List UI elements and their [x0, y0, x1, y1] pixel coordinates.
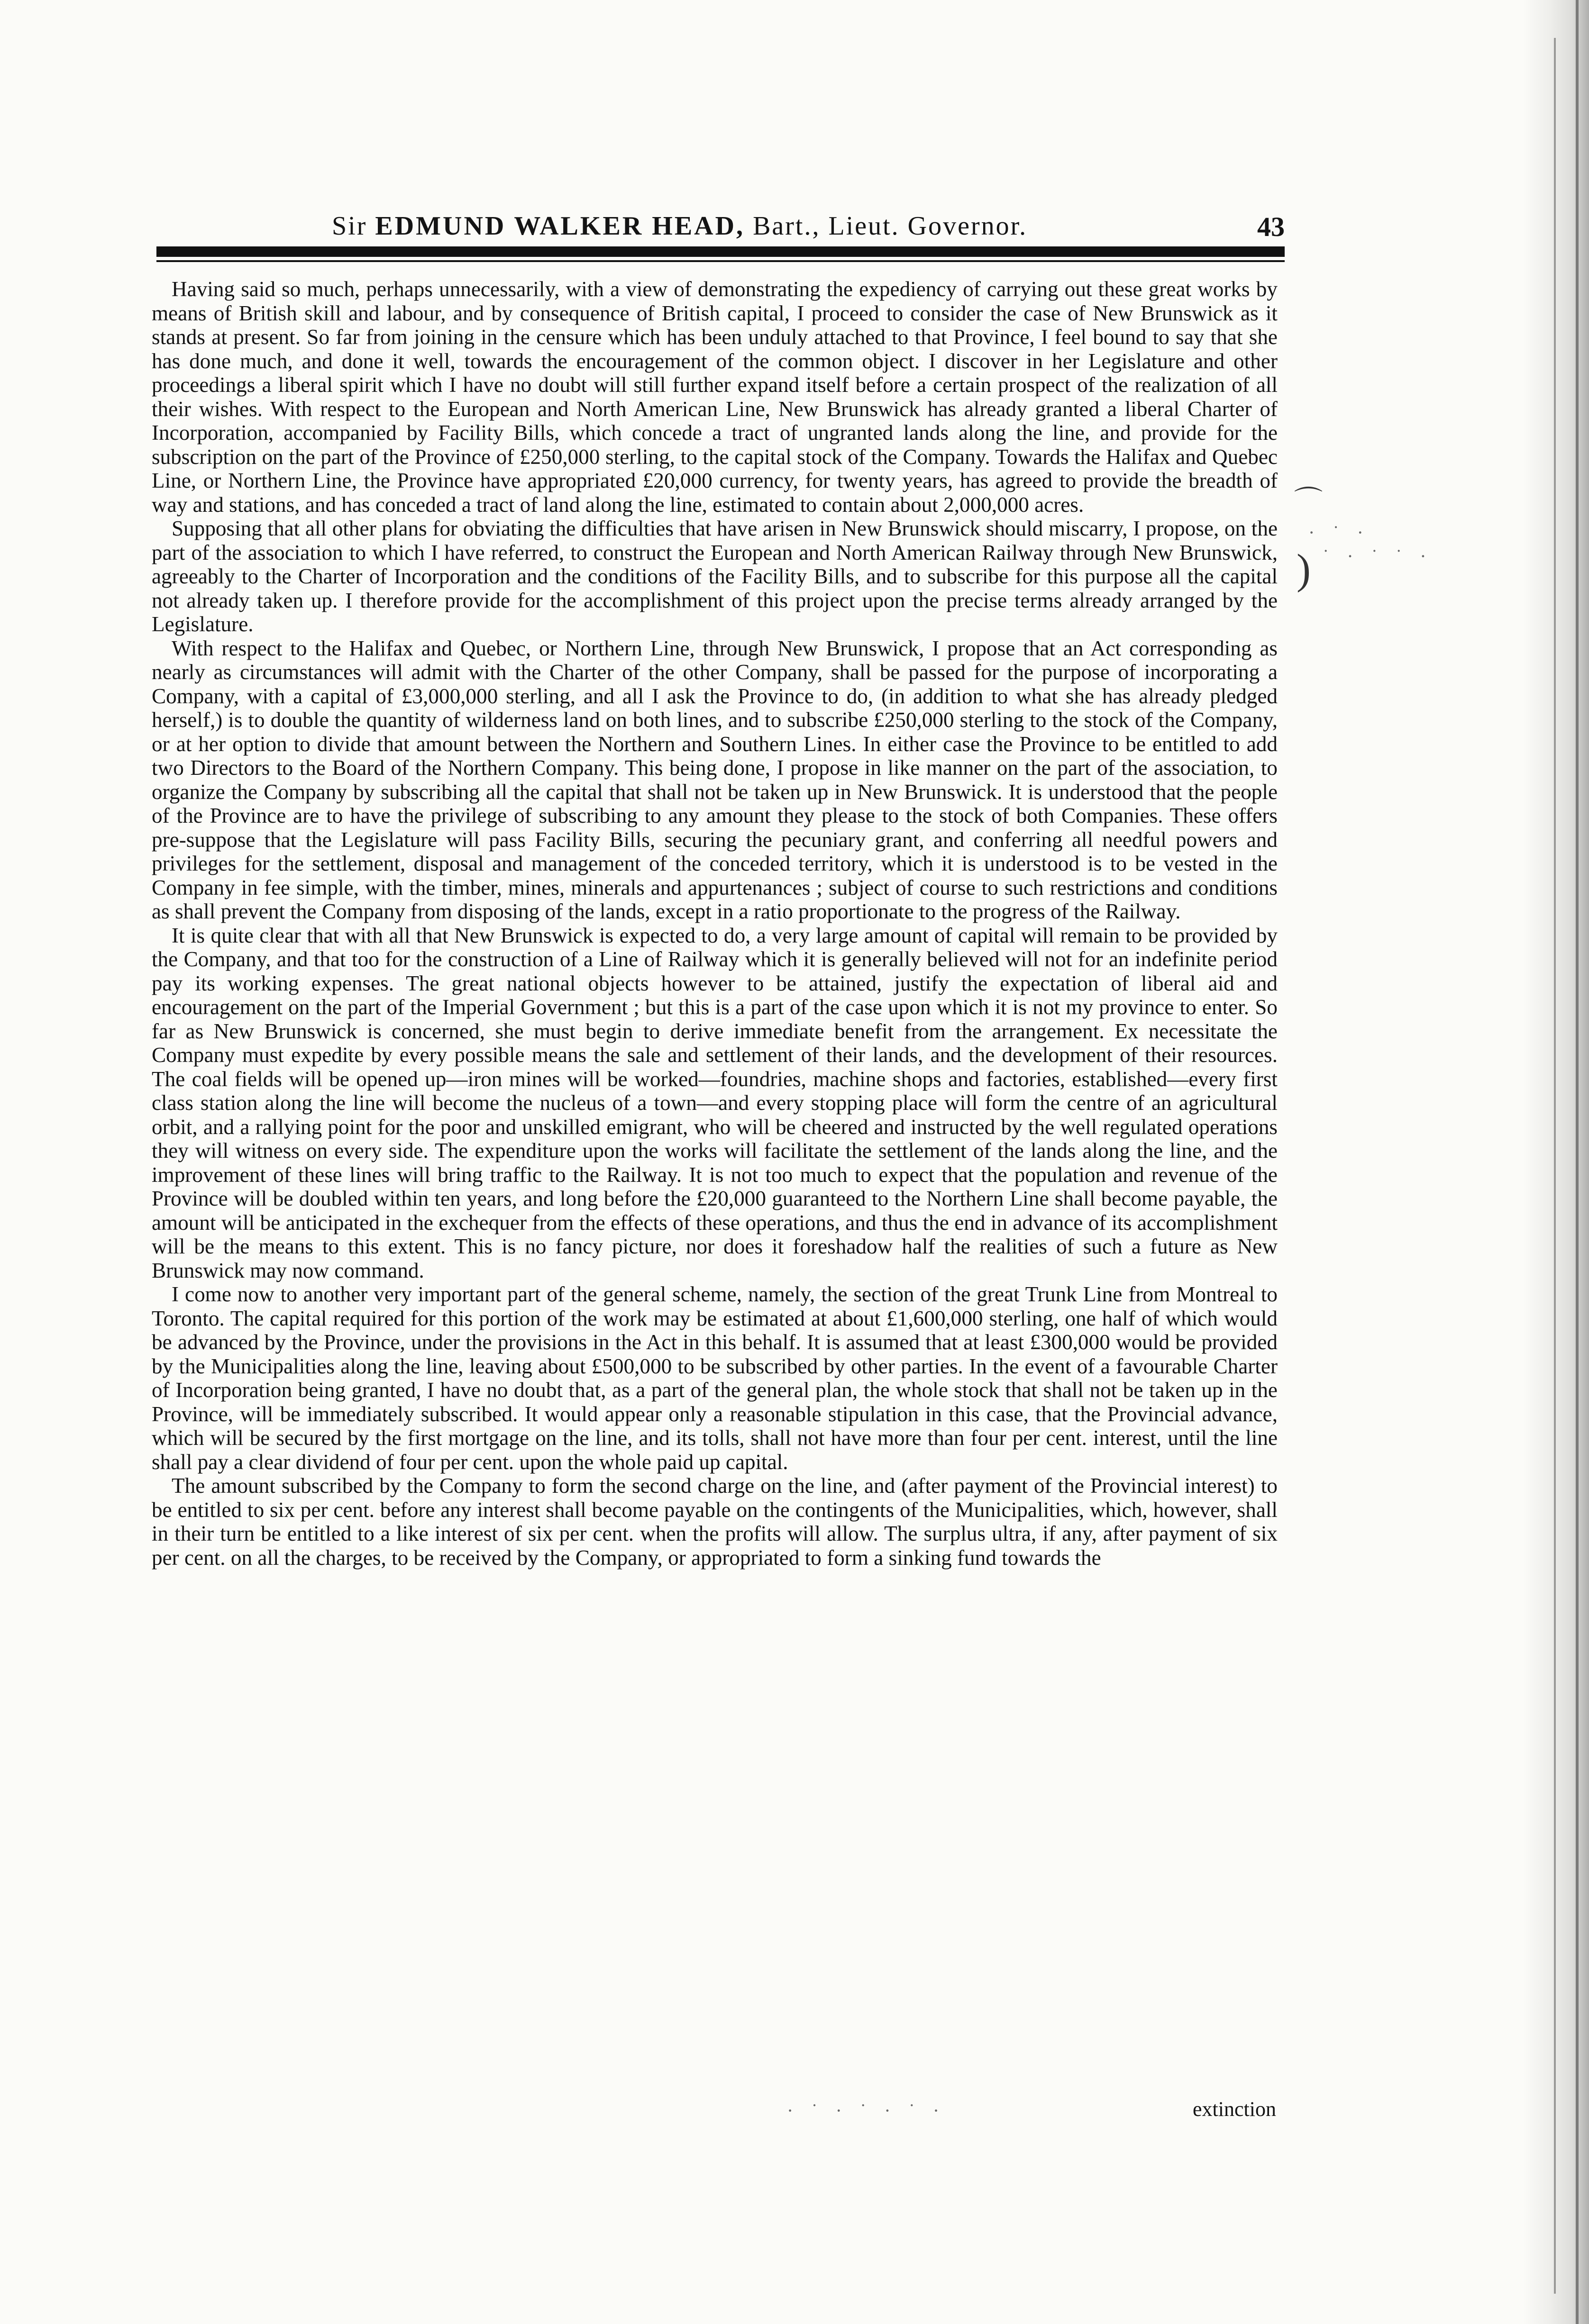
- title-prefix: Sir: [332, 211, 367, 241]
- running-head: [156, 211, 1285, 244]
- body-text: [152, 277, 1278, 1570]
- running-title: [332, 211, 1027, 241]
- page-number: 43: [1257, 211, 1285, 242]
- header-rule-thin: [156, 260, 1285, 262]
- bracket-mark: ⌒: [1294, 486, 1323, 517]
- binding-line: [1554, 38, 1556, 2294]
- catchword: extinction: [1193, 2097, 1276, 2121]
- paragraph: Having said so much, perhaps unnecessarily, with a view of demonstrating the expediency of carrying out these great works by means of British skill and labour, and by consequence of British capital, I proceed to consider the case of New Brunswick as it stands at present. So far from joining in the censure which has been unduly attached to that Province, I feel bound to say that she has done much, and done it well, towards the encouragement of the common object. I discover in her Legislature and other proceedings a liberal spirit which I have no doubt will still further expand itself before a certain prospect of the realization of all their wishes. With respect to the European and North American Line, New Brunswick has already granted a liberal Charter of Incorporation, accompanied by Facility Bills, which concede a tract of ungranted lands along the line, and provide for the subscription on the part of the Province of £250,000 sterling, to the capital stock of the Company. Towards the Halifax and Quebec Line, or Northern Line, the Province have appropriated £20,000 currency, for twenty years, has agreed to provide the breadth of way and stations, and has conceded a tract of land along the line, estimated to contain about 2,000,000 acres.: [152, 277, 1278, 517]
- header-rule-thick: [156, 246, 1285, 257]
- paragraph: The amount subscribed by the Company to form the second charge on the line, and (after payment of the Provincial interest) to be entitled to six per cent. before any interest shall become payable on the contingents of the Municipalities, which, however, shall in their turn be entitled to a like interest of six per cent. when the profits will allow. The surplus ultra, if any, after payment of six per cent. on all the charges, to be received by the Company, or appropriated to form a sinking fund towards the: [152, 1474, 1278, 1570]
- title-name: EDMUND WALKER HEAD,: [375, 211, 745, 241]
- paragraph: With respect to the Halifax and Quebec, or Northern Line, through New Brunswick, I propose that an Act corresponding as nearly as circumstances will admit with the Charter of the other Company, shall be passed for the purpose of incorporating a Company, with a capital of £3,000,000 sterling, and all I ask the Province to do, (in addition to what she has already pledged herself,) is to double the quantity of wilderness land on both lines, and to subscribe £250,000 sterling to the stock of the Company, or at her option to divide that amount between the Northern and Southern Lines. In either case the Province to be entitled to add two Directors to the Board of the Northern Company. This being done, I propose in like manner on the part of the association, to organize the Company by subscribing all the capital that shall not be taken up in New Brunswick. It is understood that the people of the Province are to have the privilege of subscribing to any amount they please to the stock of both Companies. These offers pre-suppose that the Legislature will pass Facility Bills, securing the pecuniary grant, and conferring all needful powers and privileges for the settlement, disposal and management of the conceded territory, which it is understood is to be vested in the Company in fee simple, with the timber, mines, minerals and appurtenances ; subject of course to such restrictions and conditions as shall prevent the Company from disposing of the lands, except in a ratio proportionate to the progress of the Railway.: [152, 636, 1278, 923]
- margin-specks: · ˙ ·: [1308, 522, 1370, 543]
- bottom-specks: · ˙ · ˙ · ˙ ·: [787, 2100, 946, 2121]
- paragraph: Supposing that all other plans for obviating the difficulties that have arisen in New Brunswick should miscarry, I propose, on the part of the association to which I have referred, to construct the European and North American Railway through New Brunswick, agreeably to the Charter of Incorporation and the conditions of the Facility Bills, and to subscribe for this purpose all the capital not already taken up. I therefore provide for the accomplishment of this project upon the precise terms already arranged by the Legislature.: [152, 517, 1278, 636]
- title-rest: Bart., Lieut. Governor.: [753, 211, 1028, 241]
- binding-shadow: [1523, 0, 1589, 2324]
- bracket-mark: ): [1297, 546, 1311, 593]
- paragraph: I come now to another very important part of the general scheme, namely, the section of the great Trunk Line from Montreal to Toronto. The capital required for this portion of the work may be estimated at about £1,600,000 sterling, one half of which would be advanced by the Province, under the provisions in the Act in this behalf. It is assumed that at least £300,000 would be provided by the Municipalities along the line, leaving about £500,000 to be subscribed by other parties. In the event of a favourable Charter of Incorporation being granted, I have no doubt that, as a part of the general plan, the whole stock that shall not be taken up in the Province, will be immediately subscribed. It would appear only a reasonable stipulation in this case, that the Provincial advance, which will be secured by the first mortgage on the line, and its tolls, shall not have more than four per cent. interest, until the line shall pay a clear dividend of four per cent. upon the whole paid up capital.: [152, 1282, 1278, 1474]
- binding-edge-line: [1576, 0, 1579, 2324]
- margin-specks: ˙ · ˙ ˙ ·: [1323, 545, 1433, 567]
- paragraph: It is quite clear that with all that New Brunswick is expected to do, a very large amount of capital will remain to be provided by the Company, and that too for the construction of a Line of Railway which it is generally believed will not for an indefinite period pay its working expenses. The great national objects however to be attained, justify the expectation of liberal aid and encouragement on the part of the Imperial Government ; but this is a part of the case upon which it is not my province to enter. So far as New Brunswick is concerned, she must begin to derive immediate benefit from the arrangement. Ex necessitate the Company must expedite by every possible means the sale and settlement of their lands, and the development of their resources. The coal fields will be opened up—iron mines will be worked—foundries, machine shops and factories, established—every first class station along the line will become the nucleus of a town—and every stopping place will form the centre of an agricultural orbit, and a rallying point for the poor and unskilled emigrant, who will be cheered and instructed by the well regulated operations they will witness on every side. The expenditure upon the works will facilitate the settlement of the lands along the line, and the improvement of these lines will bring traffic to the Railway. It is not too much to expect that the population and revenue of the Province will be doubled within ten years, and long before the £20,000 guaranteed to the Northern Line shall become payable, the amount will be anticipated in the exchequer from the effects of these operations, and thus the end in advance of its accomplishment will be the means to this extent. This is no fancy picture, nor does it foreshadow half the realities of such a future as New Brunswick may now command.: [152, 923, 1278, 1282]
